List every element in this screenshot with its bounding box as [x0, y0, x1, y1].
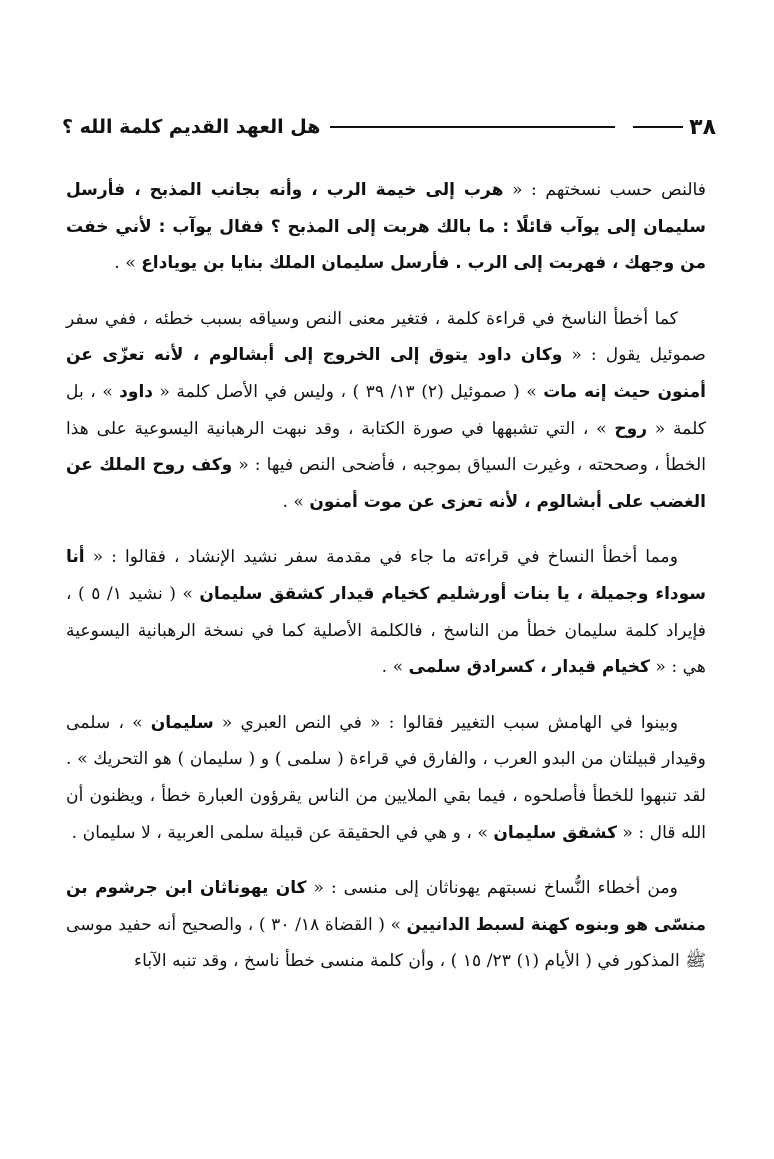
- quoted-text: وكف روح الملك عن الغضب على أبشالوم ، لأنه تعزى عن موت أمنون: [66, 455, 706, 512]
- quoted-text: كشقق سليمان: [493, 822, 617, 843]
- page-body: [66, 172, 706, 999]
- paragraph-text: ومما أخطأ النساخ في قراءته ما جاء في مقدمة سفر نشيد الإنشاد ، فقالوا : «: [84, 547, 678, 568]
- quoted-text: سليمان: [150, 712, 214, 733]
- quoted-text: أنا سوداء وجميلة ، يا بنات أورشليم كخيام قيدار كشقق سليمان: [66, 547, 707, 604]
- paragraph-text: » ( صموئيل (٢) ١٣/ ٣٩ ) ، وليس في الأصل كلمة «: [153, 381, 544, 402]
- paragraph-text: » ، و هي في الحقيقة عن قبيلة سلمى العربية ، لا سليمان .: [71, 822, 494, 843]
- body-paragraph: [66, 539, 706, 685]
- page-header: [62, 112, 716, 142]
- header-rule-long: [330, 126, 615, 128]
- quoted-text: كان يهوناثان ابن جرشوم بن منسّى هو وبنوه كهنة لسبط الدانيين: [66, 878, 706, 935]
- paragraph-text: » ( نشيد ١/ ٥ ) ، فإيراد كلمة سليمان خطأ من الناسخ ، فالكلمة الأصلية كما في نسخة الرهبانية اليسوعية هي : «: [66, 583, 706, 678]
- body-paragraph: [66, 870, 706, 980]
- body-paragraph: [66, 301, 706, 521]
- quoted-text: روح: [614, 418, 648, 439]
- paragraph-text: » ( القضاة ١٨/ ٣٠ ) ، والصحيح أنه حفيد موسى ﷺ المذكور في ( الأيام (١) ٢٣/ ١٥ ) ، وأن كلمة منسى خطأ ناسخ ، وقد تنبه الآباء: [66, 914, 706, 972]
- header-rule-short: [633, 126, 683, 128]
- running-title: هل العهد القديم كلمة الله ؟: [62, 116, 321, 138]
- paragraph-text: » .: [381, 657, 409, 678]
- paragraph-text: » ، سلمى وقيدار قبيلتان من البدو العرب ، والفارق في قراءة ( سلمى ) و ( سليمان ) هو التحريك » . لقد تنبهوا للخطأ فأصلحوه ، فيما بقي الملايين من الناس يقرؤون العبارة خطأ ، ويظنون أن الله قال : «: [66, 712, 706, 843]
- paragraph-text: » ، بل كلمة «: [66, 381, 706, 439]
- paragraph-text: » .: [282, 491, 310, 512]
- paragraph-text: فالنص حسب نسختهم : «: [503, 180, 707, 200]
- body-paragraph: [66, 172, 706, 282]
- body-paragraph: [66, 705, 706, 851]
- quoted-text: كخيام قيدار ، كسرادق سلمى: [408, 657, 650, 678]
- quoted-text: وكان داود يتوق إلى الخروج إلى أبشالوم ، لأنه تعزّى عن أمنون حيث إنه مات: [66, 345, 706, 402]
- quoted-text: داود: [119, 381, 153, 402]
- quoted-text: هرب إلى خيمة الرب ، وأنه بجانب المذبح ، فأرسل سليمان إلى يوآب قائلًا : ما بالك هربت إلى المذبح ؟ فقال يوآب : لأني خفت من وجهك ، فهربت إلى الرب . فأرسل سليمان الملك بنايا بن يوياداع: [66, 180, 706, 274]
- paragraph-text: ومن أخطاء النُّساخ نسبتهم يهوناثان إلى منسى : «: [306, 878, 678, 899]
- paragraph-text: » ، التي تشبهها في صورة الكتابة ، وقد نبهت الرهبانية اليسوعية على هذا الخطأ ، وصححته ، وغيرت السياق بموجبه ، فأضحى النص فيها : «: [66, 418, 706, 476]
- paragraph-text: » .: [114, 253, 142, 274]
- page-number: ٣٨: [689, 114, 716, 140]
- paragraph-text: كما أخطأ الناسخ في قراءة كلمة ، فتغير معنى النص وسياقه بسبب خطئه ، ففي سفر صموئيل يقول : «: [66, 308, 706, 366]
- paragraph-text: وبينوا في الهامش سبب التغيير فقالوا : « في النص العبري «: [213, 712, 678, 733]
